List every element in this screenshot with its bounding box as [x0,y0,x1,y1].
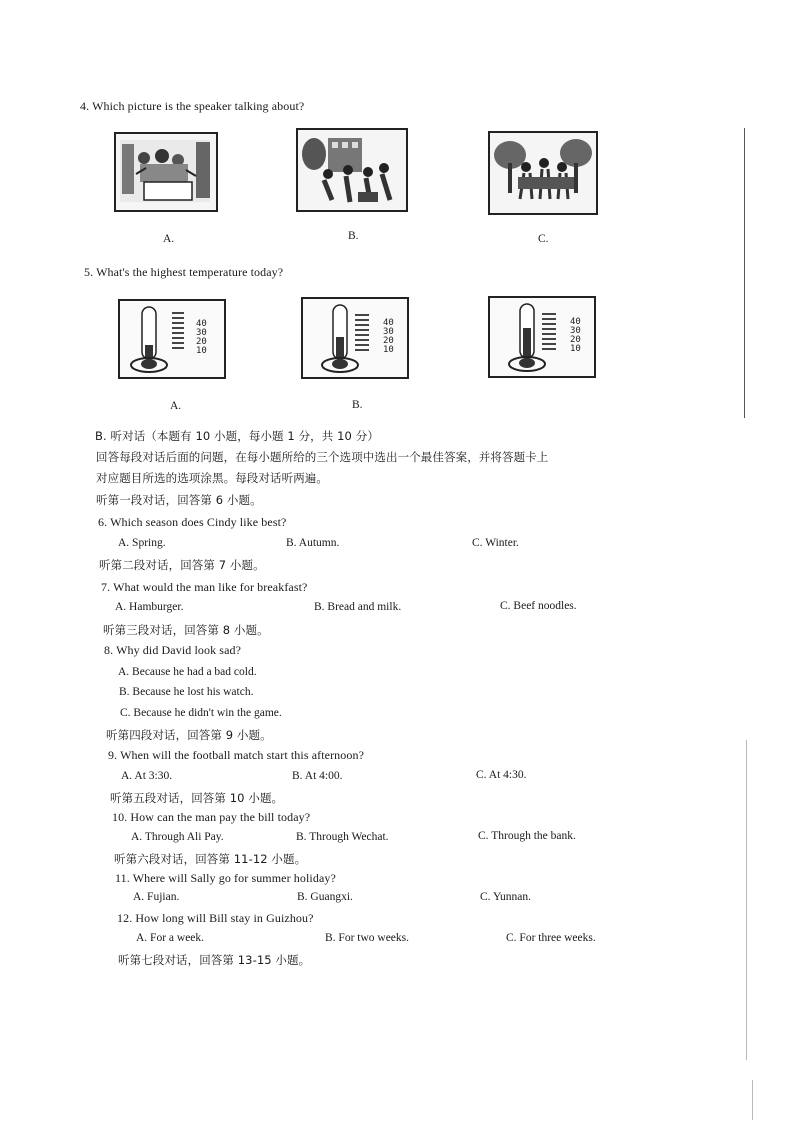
question-10: 10. How can the man pay the bill today? [112,810,311,824]
scale-20: 20 [196,337,207,347]
option-10a: A. Through Ali Pay. [131,831,224,843]
option-5a: A. [170,400,182,412]
question-6: 6. Which season does Cindy like best? [98,515,287,529]
option-5b: B. [352,399,363,411]
scale-30: 30 [383,327,394,337]
option-12a: A. For a week. [136,932,205,944]
option-7b: B. Bread and milk. [314,601,402,613]
dialogue-4-note: 听第四段对话，回答第 9 小题。 [106,728,272,742]
option-4b: B. [348,230,359,242]
thermometer-c[interactable] [488,296,596,378]
question-7: 7. What would the man like for breakfast? [101,580,308,594]
section-b-instruction-1: 回答每段对话后面的问题，在每小题所给的三个选项中选出一个最佳答案，并将答题卡上 [96,450,549,464]
thermometer-a[interactable] [118,299,226,379]
option-12c: C. For three weeks. [506,932,596,944]
option-4a: A. [163,233,175,245]
option-10c: C. Through the bank. [478,830,576,842]
option-9c: C. At 4:30. [476,769,527,781]
option-12b: B. For two weeks. [325,932,410,944]
thermometer-b[interactable] [301,297,409,379]
picture-a-classroom[interactable] [114,132,218,212]
question-11: 11. Where will Sally go for summer holiday? [115,871,336,885]
picture-c-people-trees[interactable] [488,131,598,215]
section-b-instruction-2: 对应题目所选的选项涂黑。每段对话听两遍。 [96,471,328,485]
option-8b: B. Because he lost his watch. [119,686,254,698]
scan-edge-line [744,128,745,418]
scale-40: 40 [383,318,394,328]
option-9a: A. At 3:30. [121,770,173,782]
question-12: 12. How long will Bill stay in Guizhou? [117,911,314,925]
dialogue-2-note: 听第二段对话，回答第 7 小题。 [99,558,265,572]
scale-10: 10 [383,345,394,355]
option-4c: C. [538,233,549,245]
scale-10: 10 [196,346,207,356]
picture-b-outdoor-group[interactable] [296,128,408,212]
section-b-heading: B. 听对话（本题有 10 小题，每小题 1 分，共 10 分） [95,429,379,443]
option-11c: C. Yunnan. [480,891,532,903]
dialogue-1-note: 听第一段对话，回答第 6 小题。 [96,493,262,507]
option-11a: A. Fujian. [133,891,180,903]
option-6a: A. Spring. [118,537,166,549]
option-6b: B. Autumn. [286,537,340,549]
option-10b: B. Through Wechat. [296,831,389,843]
question-9: 9. When will the football match start this afternoon? [108,748,365,762]
dialogue-7-note: 听第七段对话，回答第 13-15 小题。 [118,953,311,967]
option-8c: C. Because he didn't win the game. [120,707,282,719]
scan-edge-mark [752,1080,753,1120]
scale-30: 30 [196,328,207,338]
scale-20: 20 [383,336,394,346]
question-5: 5. What's the highest temperature today? [84,265,284,279]
dialogue-3-note: 听第三段对话，回答第 8 小题。 [103,623,269,637]
dialogue-6-note: 听第六段对话，回答第 11-12 小题。 [114,852,307,866]
scan-edge-line-lower [746,740,747,1060]
option-7c: C. Beef noodles. [500,600,577,612]
option-9b: B. At 4:00. [292,770,343,782]
option-8a: A. Because he had a bad cold. [118,666,257,678]
scale-40: 40 [196,319,207,329]
option-11b: B. Guangxi. [297,891,353,903]
dialogue-5-note: 听第五段对话，回答第 10 小题。 [110,791,284,805]
option-6c: C. Winter. [472,537,519,549]
option-7a: A. Hamburger. [115,601,184,613]
question-8: 8. Why did David look sad? [104,643,242,657]
scale-10: 10 [570,344,581,354]
scale-30: 30 [570,326,581,336]
scale-40: 40 [570,317,581,327]
question-4: 4. Which picture is the speaker talking about? [80,99,305,113]
scale-20: 20 [570,335,581,345]
